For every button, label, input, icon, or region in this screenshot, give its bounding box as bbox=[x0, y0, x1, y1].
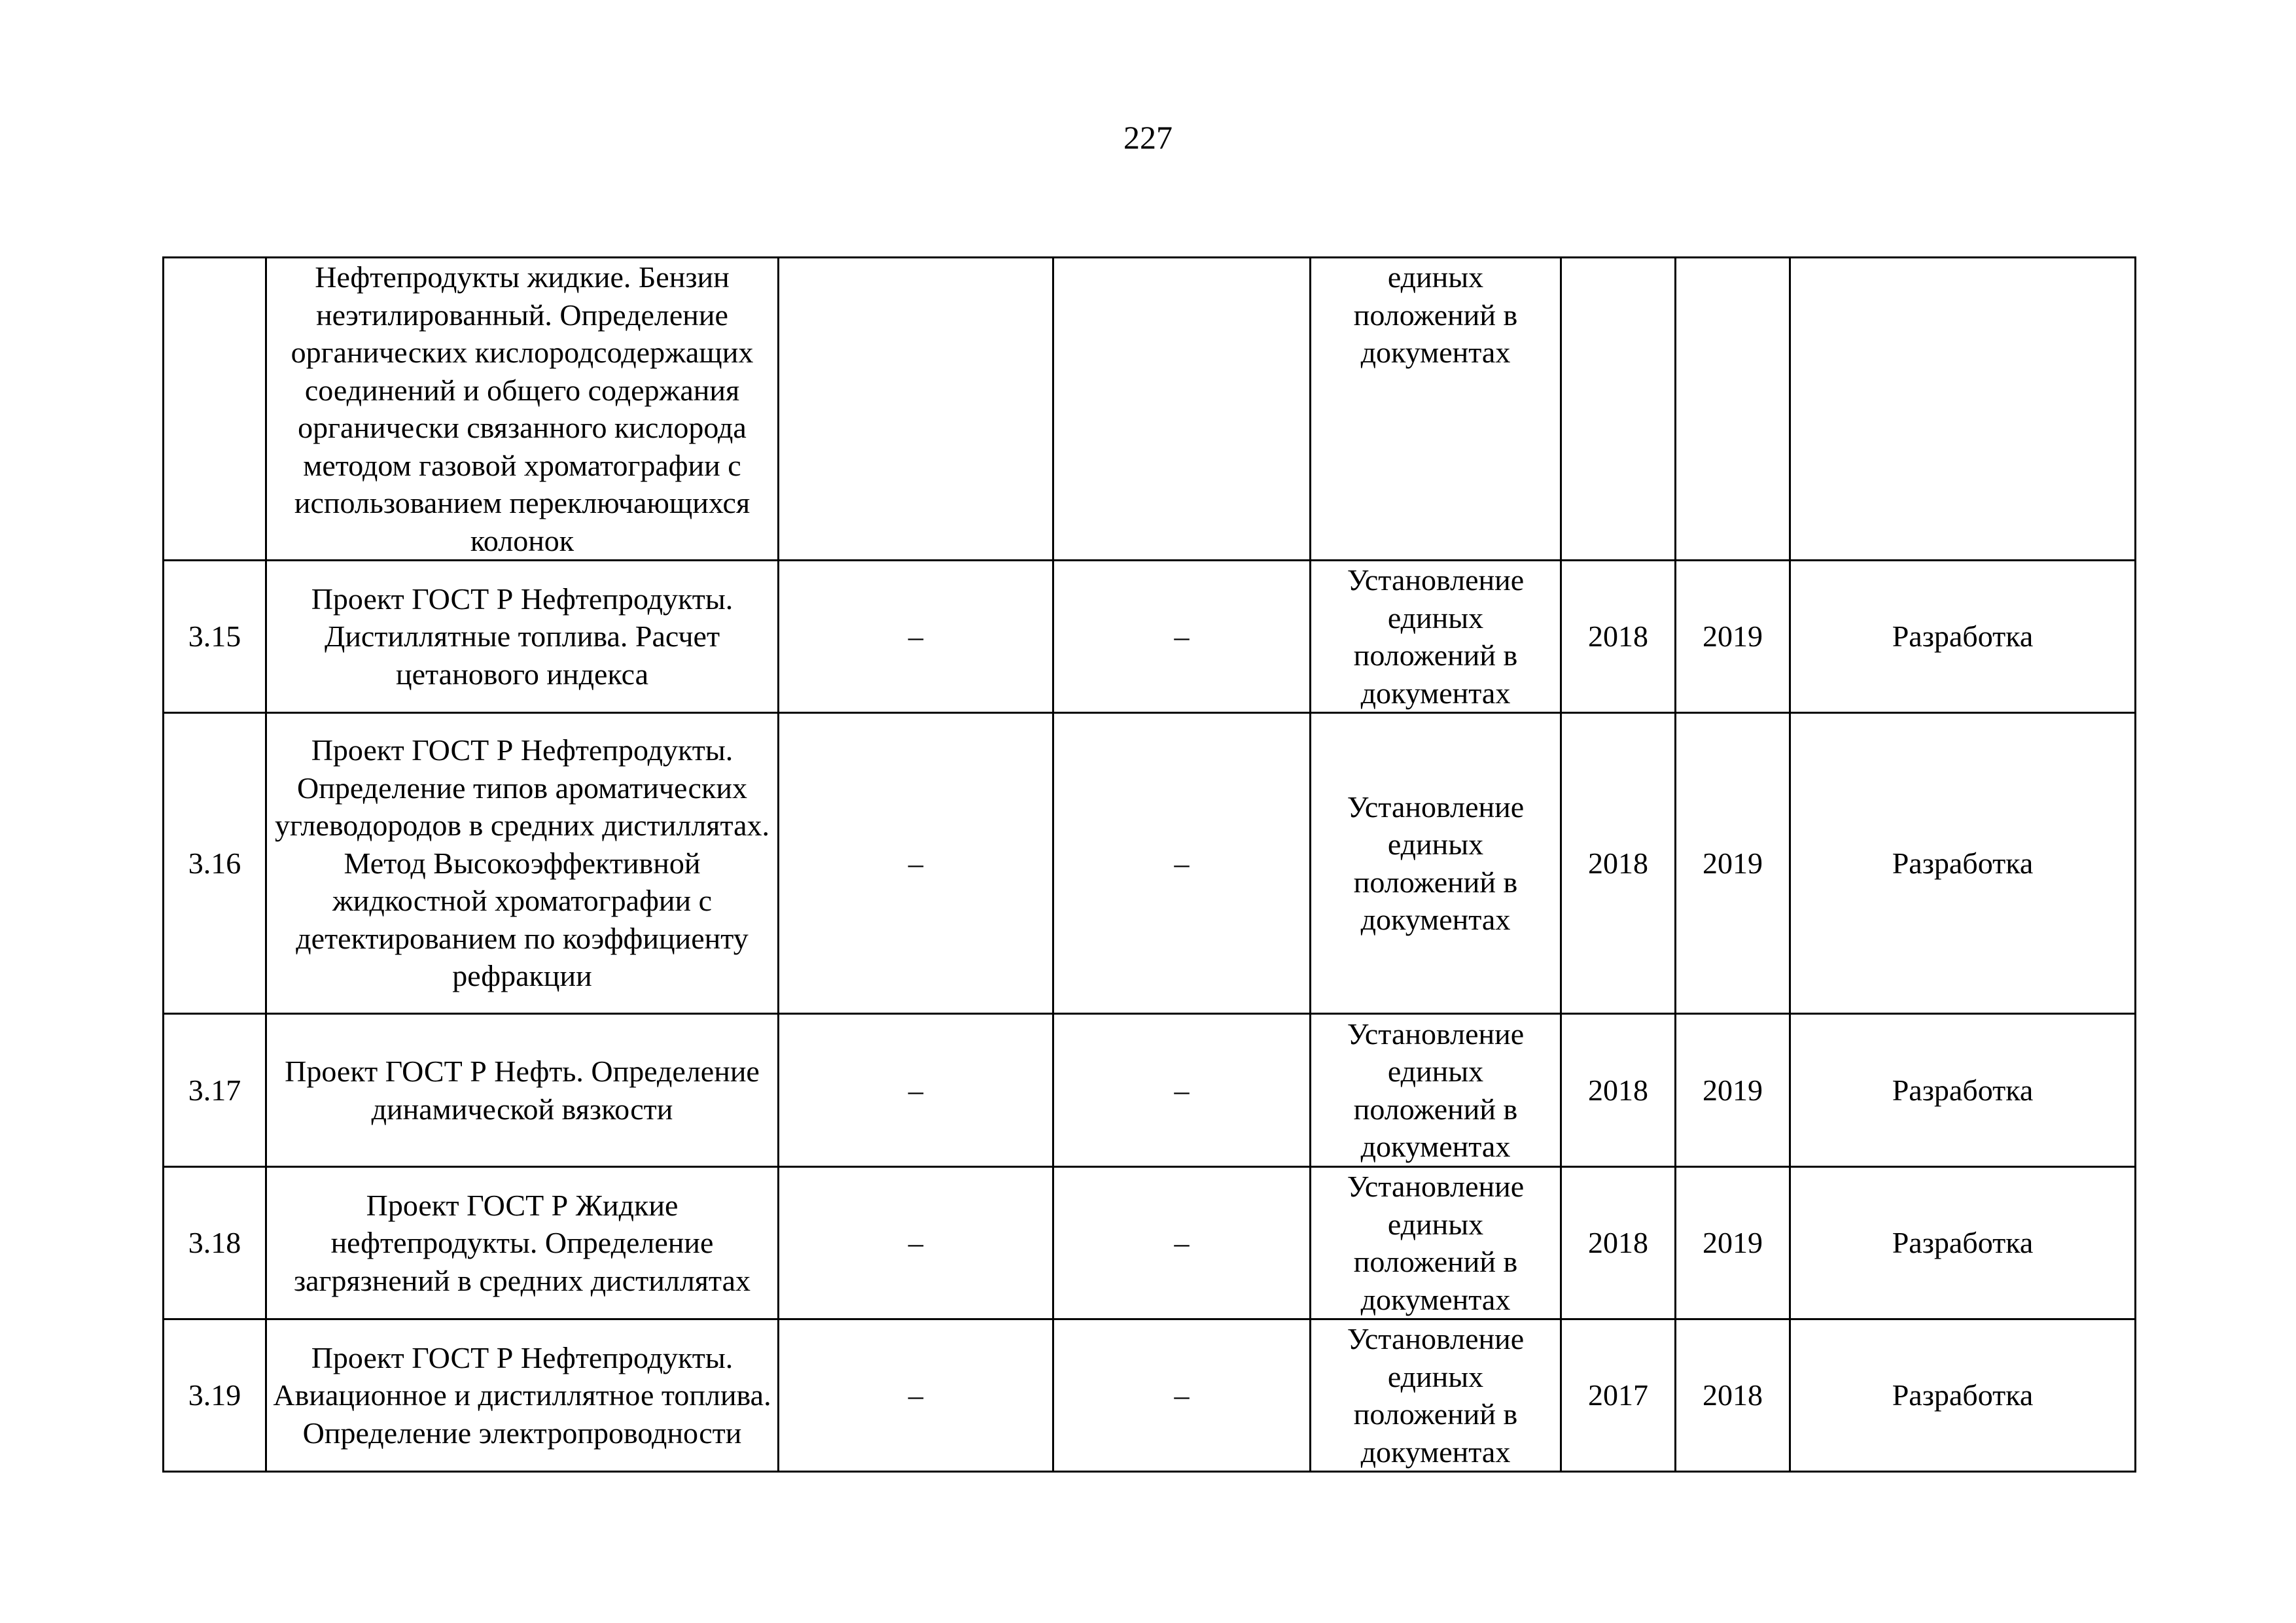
cell-empty bbox=[779, 258, 1053, 561]
cell-number bbox=[164, 258, 266, 561]
cell-number: 3.15 bbox=[164, 561, 266, 713]
cell-purpose: Установление единых положений в документах bbox=[1311, 713, 1561, 1014]
cell-purpose: Установление единых положений в документах bbox=[1311, 1167, 1561, 1319]
cell-title: Проект ГОСТ Р Нефтепродукты. Авиационное и дистиллятное топлива. Определение электропроводности bbox=[266, 1319, 779, 1472]
cell-title: Проект ГОСТ Р Жидкие нефтепродукты. Определение загрязнений в средних дистиллятах bbox=[266, 1167, 779, 1319]
table-row bbox=[164, 713, 2136, 1014]
cell-end-year: 2019 bbox=[1676, 1167, 1790, 1319]
cell-work-type: Разработка bbox=[1790, 1014, 2136, 1167]
cell-start-year: 2017 bbox=[1561, 1319, 1676, 1472]
cell-dash: – bbox=[1053, 1014, 1311, 1167]
cell-number: 3.18 bbox=[164, 1167, 266, 1319]
cell-end-year: 2018 bbox=[1676, 1319, 1790, 1472]
cell-end-year: 2019 bbox=[1676, 1014, 1790, 1167]
cell-work-type: Разработка bbox=[1790, 561, 2136, 713]
cell-start-year: 2018 bbox=[1561, 713, 1676, 1014]
cell-dash: – bbox=[1053, 561, 1311, 713]
cell-dash: – bbox=[779, 713, 1053, 1014]
cell-start-year: 2018 bbox=[1561, 1167, 1676, 1319]
cell-dash: – bbox=[1053, 713, 1311, 1014]
cell-purpose: Установление единых положений в документах bbox=[1311, 1014, 1561, 1167]
cell-work-type: Разработка bbox=[1790, 713, 2136, 1014]
cell-work-type: Разработка bbox=[1790, 1319, 2136, 1472]
cell-start-year: 2018 bbox=[1561, 561, 1676, 713]
cell-title: Проект ГОСТ Р Нефтепродукты. Дистиллятные топлива. Расчет цетанового индекса bbox=[266, 561, 779, 713]
cell-end-year: 2019 bbox=[1676, 713, 1790, 1014]
cell-empty bbox=[1790, 258, 2136, 561]
cell-title: Проект ГОСТ Р Нефтепродукты. Определение типов ароматических углеводородов в средних дистиллятах. Метод Высокоэффективной жидкостной хроматографии с детектированием по коэффициенту рефракции bbox=[266, 713, 779, 1014]
table-row bbox=[164, 1167, 2136, 1319]
cell-number: 3.19 bbox=[164, 1319, 266, 1472]
cell-end-year: 2019 bbox=[1676, 561, 1790, 713]
cell-start-year: 2018 bbox=[1561, 1014, 1676, 1167]
page-number: 227 bbox=[1123, 119, 1173, 156]
cell-dash: – bbox=[779, 1319, 1053, 1472]
cell-empty bbox=[1053, 258, 1311, 561]
cell-dash: – bbox=[779, 1167, 1053, 1319]
cell-title: Нефтепродукты жидкие. Бензин неэтилированный. Определение органических кислородсодержащих соединений и общего содержания органически связанного кислорода методом газовой хроматографии с использованием переключающихся колонок bbox=[266, 258, 779, 561]
table-row bbox=[164, 1319, 2136, 1472]
table-row bbox=[164, 1014, 2136, 1167]
table-row-continuation bbox=[164, 258, 2136, 561]
cell-dash: – bbox=[779, 561, 1053, 713]
cell-number: 3.16 bbox=[164, 713, 266, 1014]
table-row bbox=[164, 561, 2136, 713]
cell-work-type: Разработка bbox=[1790, 1167, 2136, 1319]
cell-purpose: Установление единых положений в документах bbox=[1311, 1319, 1561, 1472]
cell-purpose: единых положений в документах bbox=[1311, 258, 1561, 561]
cell-empty bbox=[1676, 258, 1790, 561]
cell-dash: – bbox=[779, 1014, 1053, 1167]
cell-dash: – bbox=[1053, 1167, 1311, 1319]
standards-plan-table bbox=[162, 256, 2136, 1473]
cell-dash: – bbox=[1053, 1319, 1311, 1472]
cell-empty bbox=[1561, 258, 1676, 561]
cell-number: 3.17 bbox=[164, 1014, 266, 1167]
cell-purpose: Установление единых положений в документах bbox=[1311, 561, 1561, 713]
cell-title: Проект ГОСТ Р Нефть. Определение динамической вязкости bbox=[266, 1014, 779, 1167]
